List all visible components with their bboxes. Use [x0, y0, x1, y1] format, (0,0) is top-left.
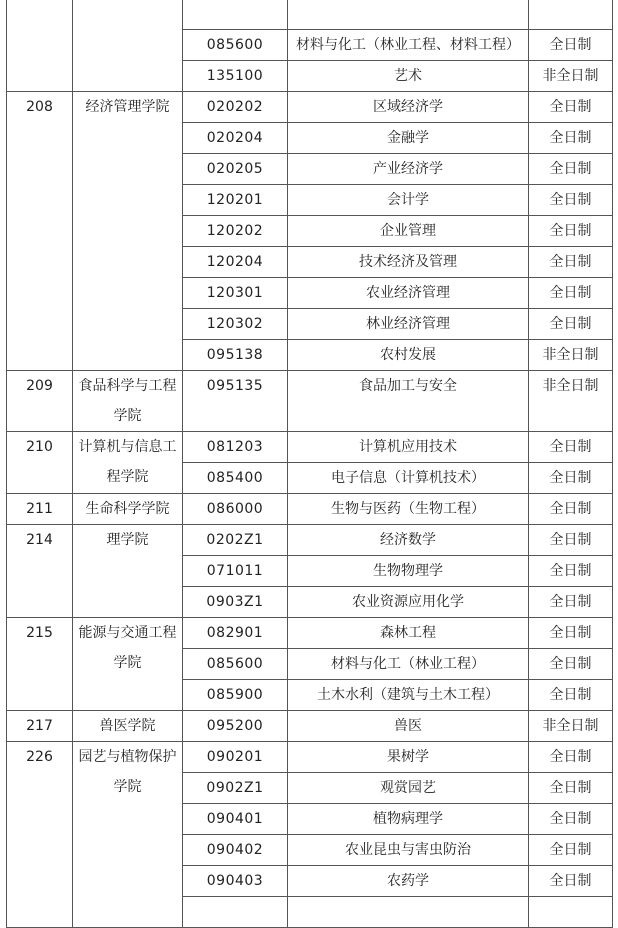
mode-cell: 全日制	[529, 804, 613, 835]
code-cell: 0903Z1	[183, 587, 288, 618]
mode-cell: 全日制	[529, 463, 613, 494]
mode-cell: 全日制	[529, 185, 613, 216]
major-cell: 会计学	[288, 185, 529, 216]
mode-cell: 全日制	[529, 618, 613, 649]
major-cell: 材料与化工（林业工程）	[288, 649, 529, 680]
college-cell: 食品科学与工程学院	[73, 371, 183, 432]
unit-id-cell: 210	[7, 432, 73, 494]
major-cell: 食品加工与安全	[288, 371, 529, 432]
code-cell: 020205	[183, 154, 288, 185]
major-cell	[288, 0, 529, 30]
code-cell: 071011	[183, 556, 288, 587]
table-row	[7, 742, 613, 773]
code-cell: 085600	[183, 649, 288, 680]
code-cell: 120301	[183, 278, 288, 309]
code-cell: 090201	[183, 742, 288, 773]
major-cell: 农业资源应用化学	[288, 587, 529, 618]
major-cell: 企业管理	[288, 216, 529, 247]
unit-id-cell: 208	[7, 92, 73, 371]
unit-id-cell: 211	[7, 494, 73, 525]
mode-cell: 全日制	[529, 154, 613, 185]
code-cell: 120302	[183, 309, 288, 340]
code-cell: 095135	[183, 371, 288, 432]
major-cell: 兽医	[288, 711, 529, 742]
major-cell: 金融学	[288, 123, 529, 154]
code-cell: 120201	[183, 185, 288, 216]
mode-cell: 全日制	[529, 432, 613, 463]
major-cell	[288, 897, 529, 928]
major-cell: 电子信息（计算机技术）	[288, 463, 529, 494]
mode-cell: 非全日制	[529, 371, 613, 432]
mode-cell: 全日制	[529, 649, 613, 680]
major-cell: 产业经济学	[288, 154, 529, 185]
mode-cell: 全日制	[529, 309, 613, 340]
college-cell: 理学院	[73, 525, 183, 618]
major-cell: 林业经济管理	[288, 309, 529, 340]
code-cell	[183, 0, 288, 30]
code-cell: 086000	[183, 494, 288, 525]
table-row	[7, 618, 613, 649]
code-cell: 020204	[183, 123, 288, 154]
major-cell: 艺术	[288, 61, 529, 92]
major-cell: 材料与化工（林业工程、材料工程）	[288, 30, 529, 61]
code-cell: 0202Z1	[183, 525, 288, 556]
major-cell: 农村发展	[288, 340, 529, 371]
mode-cell: 非全日制	[529, 61, 613, 92]
code-cell	[183, 897, 288, 928]
code-cell: 090402	[183, 835, 288, 866]
mode-cell: 全日制	[529, 525, 613, 556]
unit-id-cell: 209	[7, 371, 73, 432]
table-row	[7, 711, 613, 742]
mode-cell: 全日制	[529, 680, 613, 711]
mode-cell: 全日制	[529, 123, 613, 154]
major-cell: 土木水利（建筑与土木工程）	[288, 680, 529, 711]
unit-id-cell: 214	[7, 525, 73, 618]
mode-cell: 全日制	[529, 494, 613, 525]
code-cell: 085600	[183, 30, 288, 61]
code-cell: 095138	[183, 340, 288, 371]
code-cell: 135100	[183, 61, 288, 92]
major-cell: 生物物理学	[288, 556, 529, 587]
major-cell: 技术经济及管理	[288, 247, 529, 278]
code-cell: 090401	[183, 804, 288, 835]
mode-cell	[529, 897, 613, 928]
mode-cell: 全日制	[529, 247, 613, 278]
code-cell: 095200	[183, 711, 288, 742]
college-cell: 生命科学学院	[73, 494, 183, 525]
table-row	[7, 92, 613, 123]
code-cell: 085900	[183, 680, 288, 711]
unit-id-cell	[7, 0, 73, 92]
major-cell: 区域经济学	[288, 92, 529, 123]
mode-cell: 全日制	[529, 216, 613, 247]
admissions-table	[6, 0, 613, 928]
college-cell: 园艺与植物保护学院	[73, 742, 183, 928]
mode-cell: 全日制	[529, 742, 613, 773]
mode-cell: 非全日制	[529, 711, 613, 742]
code-cell: 120204	[183, 247, 288, 278]
table-row	[7, 494, 613, 525]
major-cell: 农药学	[288, 866, 529, 897]
mode-cell: 全日制	[529, 556, 613, 587]
mode-cell: 全日制	[529, 773, 613, 804]
unit-id-cell: 217	[7, 711, 73, 742]
major-cell: 农业昆虫与害虫防治	[288, 835, 529, 866]
mode-cell	[529, 0, 613, 30]
unit-id-cell: 215	[7, 618, 73, 711]
mode-cell: 全日制	[529, 835, 613, 866]
major-cell: 计算机应用技术	[288, 432, 529, 463]
mode-cell: 全日制	[529, 30, 613, 61]
code-cell: 090403	[183, 866, 288, 897]
mode-cell: 全日制	[529, 92, 613, 123]
table-row	[7, 0, 613, 30]
code-cell: 020202	[183, 92, 288, 123]
college-cell: 经济管理学院	[73, 92, 183, 371]
major-cell: 经济数学	[288, 525, 529, 556]
college-cell	[73, 0, 183, 92]
mode-cell: 全日制	[529, 278, 613, 309]
table-row	[7, 525, 613, 556]
code-cell: 082901	[183, 618, 288, 649]
mode-cell: 全日制	[529, 866, 613, 897]
table-row	[7, 432, 613, 463]
code-cell: 120202	[183, 216, 288, 247]
college-cell: 计算机与信息工程学院	[73, 432, 183, 494]
table-row	[7, 371, 613, 432]
major-cell: 生物与医药（生物工程）	[288, 494, 529, 525]
college-cell: 能源与交通工程学院	[73, 618, 183, 711]
major-cell: 农业经济管理	[288, 278, 529, 309]
major-cell: 森林工程	[288, 618, 529, 649]
code-cell: 085400	[183, 463, 288, 494]
major-cell: 观赏园艺	[288, 773, 529, 804]
major-cell: 果树学	[288, 742, 529, 773]
unit-id-cell: 226	[7, 742, 73, 928]
mode-cell: 全日制	[529, 587, 613, 618]
code-cell: 081203	[183, 432, 288, 463]
code-cell: 0902Z1	[183, 773, 288, 804]
college-cell: 兽医学院	[73, 711, 183, 742]
major-cell: 植物病理学	[288, 804, 529, 835]
mode-cell: 非全日制	[529, 340, 613, 371]
